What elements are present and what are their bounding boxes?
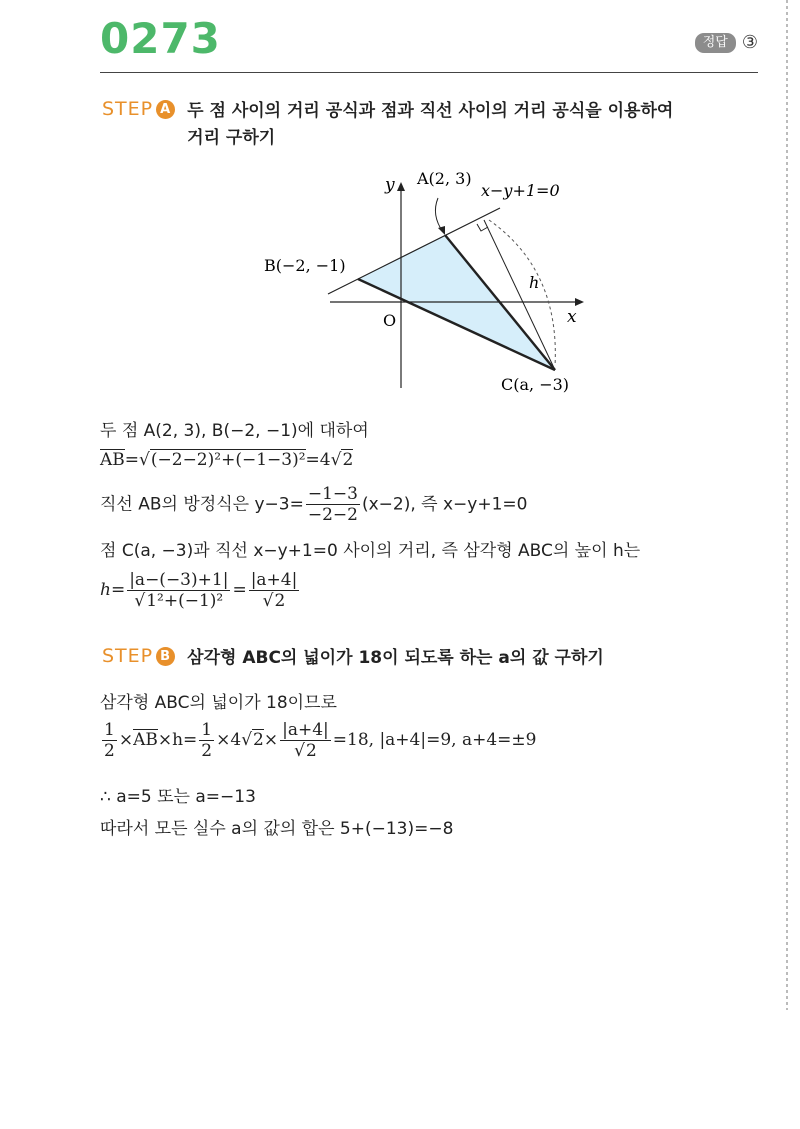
step-a-title-line1: 두 점 사이의 거리 공식과 점과 직선 사이의 거리 공식을 이용하여 <box>187 101 674 121</box>
step-a-title-line2: 거리 구하기 <box>187 128 276 148</box>
eq-sign-2: = <box>232 580 247 600</box>
label-h: h <box>529 273 540 292</box>
half-num-2: 1 <box>201 720 213 740</box>
area-height-fraction <box>280 720 331 761</box>
step-b-tag <box>102 645 175 667</box>
height-den-1: √1²+(−1)² <box>134 591 224 611</box>
times-h: ×h= <box>157 730 198 750</box>
label-x: x <box>567 307 577 327</box>
half-fraction-1 <box>102 720 117 761</box>
step-a-tag <box>102 98 175 120</box>
times-4: ×4 <box>216 730 242 750</box>
step-b-heading <box>102 645 604 672</box>
h-lhs: h= <box>100 580 126 600</box>
formula-ab-length: AB=√(−2−2)²+(−1−3)²=4√2 <box>100 450 354 470</box>
x-axis-arrow <box>575 298 584 306</box>
formula-height <box>100 570 301 611</box>
step-a-tag-text: STEP <box>102 98 154 120</box>
line-eq-suffix: (x−2), 즉 x−y+1=0 <box>361 494 528 515</box>
slope-num: −1−3 <box>307 484 358 504</box>
label-y: y <box>385 175 395 195</box>
text-solutions: ∴ a=5 또는 a=−13 <box>100 787 256 807</box>
answer-box <box>695 32 758 53</box>
step-b-title: 삼각형 ABC의 넓이가 18이 되도록 하는 a의 값 구하기 <box>187 648 604 668</box>
label-c: C(a, −3) <box>501 375 570 394</box>
y-axis-arrow <box>397 182 405 191</box>
header-divider <box>100 72 758 73</box>
ab-result: =4 <box>305 450 331 470</box>
height-fraction-2 <box>249 570 300 611</box>
page-edge <box>786 0 788 1010</box>
formula-line-ab <box>100 484 527 525</box>
area-h-num: |a+4| <box>282 720 329 740</box>
ab-overline: AB <box>100 450 125 470</box>
line-eq-prefix: 직선 AB의 방정식은 y−3= <box>100 494 304 515</box>
height-num-2: |a+4| <box>250 570 298 590</box>
ab-radicand: (−2−2)²+(−1−3)² <box>150 450 306 470</box>
text-area-condition: 삼각형 ABC의 넓이가 18이므로 <box>100 693 337 713</box>
height-num-1: |a−(−3)+1| <box>129 570 229 590</box>
height-den-1-radicand: 1²+(−1)² <box>146 591 224 611</box>
slope-den: −2−2 <box>307 505 358 525</box>
problem-number: 0273 <box>100 14 221 63</box>
area-result: =18, |a+4|=9, a+4=±9 <box>332 730 537 750</box>
area-h-den-radicand: 2 <box>305 741 317 761</box>
label-origin: O <box>383 311 397 330</box>
eq-sign: = <box>124 450 140 470</box>
half-den-1: 2 <box>104 741 115 761</box>
step-a-heading <box>102 98 673 152</box>
height-den-2-radicand: 2 <box>274 591 286 611</box>
times-1: × <box>118 730 134 750</box>
triangle-figure <box>255 160 615 400</box>
label-line-eq: x−y+1=0 <box>481 181 560 200</box>
text-conclusion: 따라서 모든 실수 a의 값의 합은 5+(−13)=−8 <box>100 819 454 839</box>
answer-badge: 정답 <box>695 33 736 53</box>
formula-area: $\frac{1}{2}$ ×AB×h= $\frac{1}{2}$ ×4√2× $\frac{|a+4|}{√2}$ =18, |a+4|=9, a+4=±9 <box>104 720 537 761</box>
height-den-2: √2 <box>262 591 286 611</box>
half-fraction-2 <box>199 720 214 761</box>
answer-value: ③ <box>741 32 758 53</box>
step-b-tag-text: STEP <box>102 645 154 667</box>
ab-overline-2: AB <box>133 730 158 750</box>
half-num-1: 1 <box>104 720 115 740</box>
step-a-title <box>187 98 673 152</box>
label-b: B(−2, −1) <box>264 256 346 275</box>
text-line-points: 두 점 A(2, 3), B(−2, −1)에 대하여 <box>100 421 369 441</box>
label-a: A(2, 3) <box>417 169 472 188</box>
step-a-letter: A <box>156 100 175 119</box>
area-radicand: 2 <box>253 730 264 750</box>
pointer-head <box>438 226 445 235</box>
area-h-den: √2 <box>294 741 317 761</box>
half-den-2: 2 <box>201 741 213 761</box>
times-2: × <box>263 730 279 750</box>
slope-fraction <box>306 484 360 525</box>
step-b-letter: B <box>156 647 175 666</box>
ab-result-radicand: 2 <box>342 450 354 470</box>
text-line-height: 점 C(a, −3)과 직선 x−y+1=0 사이의 거리, 즉 삼각형 ABC의 높이 h는 <box>100 541 641 561</box>
height-fraction-1 <box>127 570 230 611</box>
